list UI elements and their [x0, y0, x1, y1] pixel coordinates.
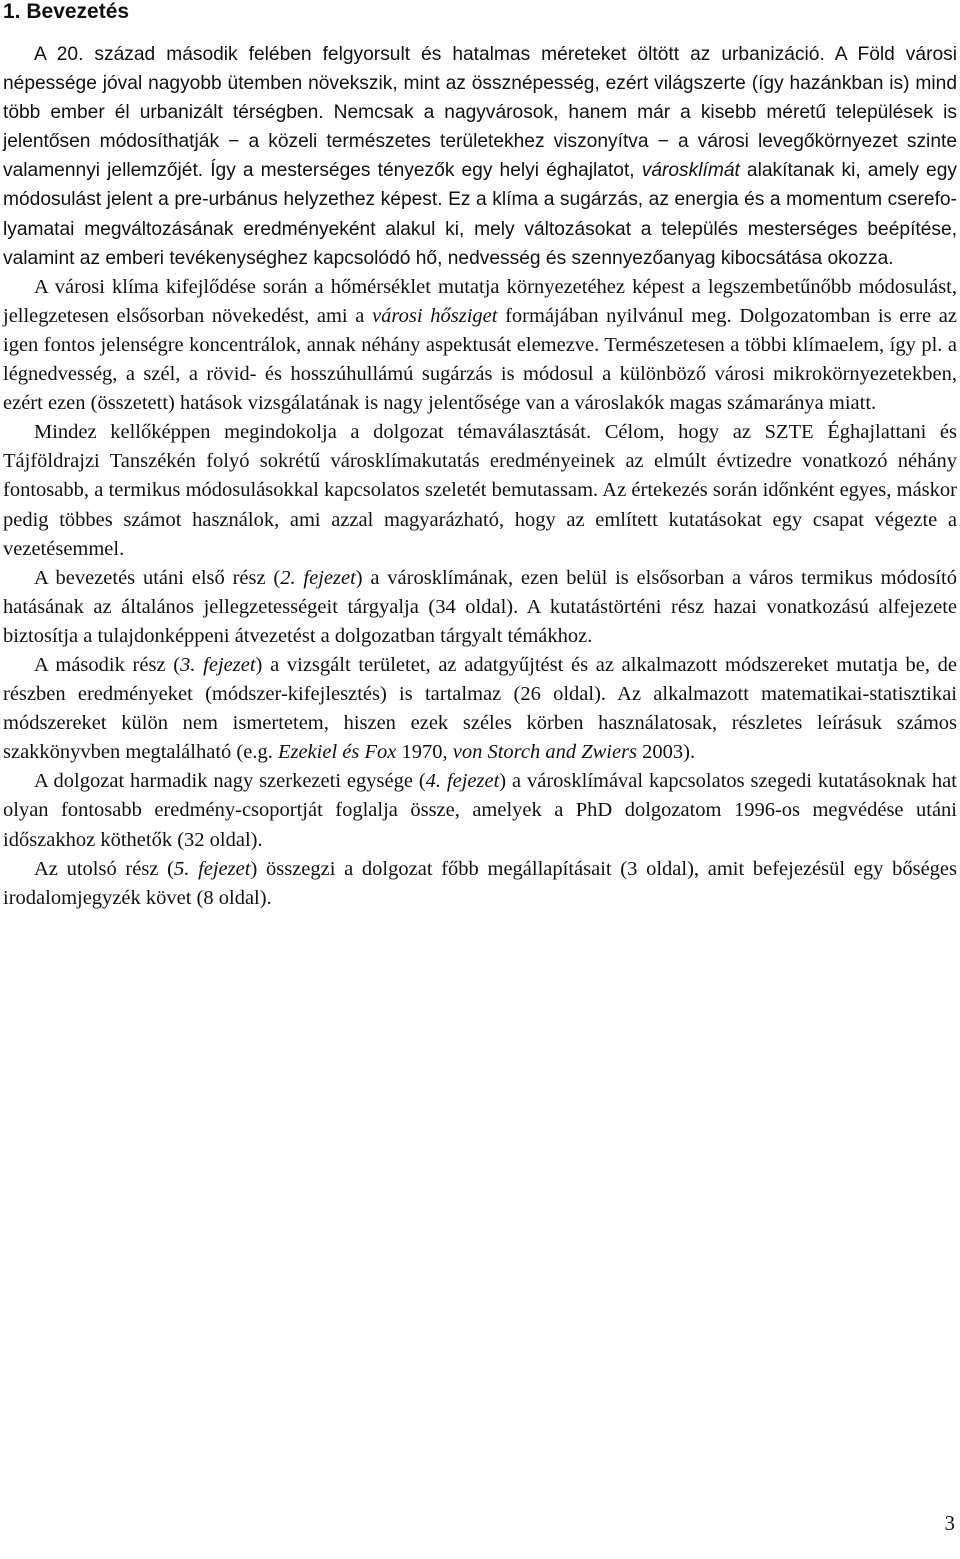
italic-run: városklímát	[641, 160, 740, 182]
paragraph-6	[3, 767, 957, 854]
text-run: A bevezetés utáni első rész (	[34, 566, 281, 589]
text-run: Az utolsó rész (	[34, 857, 174, 880]
paragraph-5	[3, 651, 957, 767]
italic-run: 2. fejezet	[280, 566, 356, 589]
paragraph-3	[3, 418, 957, 563]
text-run: 1970,	[396, 741, 453, 764]
text-run: A városi klíma kifejlődése során a hőmérséklet mutatja környezetéhez képest a legszembetűnőbb módosulást, jellegzetesen elsősorban növekedést, ami a	[3, 275, 957, 327]
text-run: ) a vizsgált területet, az adatgyűjtést és az alkalmazott módszereket mutatja be, de részben eredményeket (módszer-kifejlesztés) is tartalmaz (26 oldal). Az alkalmazott matematikai-statisztikai módszereket külön nem ismertetem, hiszen ezek széles körben használatosak, részletes leírásuk számos szakkönyvben megtalálható (e.g.	[3, 653, 957, 764]
paragraph-1	[3, 40, 957, 273]
text-run: A második rész (	[34, 653, 181, 676]
text-run: ) a városklímának, ezen belül is elsősorban a város termikus módosító hatásának az általános jellegzetességeit tárgyalja (34 oldal). A kutatástörténi rész hazai vonatkozású alfejezete biztosítja a tulajdonképpeni átvezetést a dolgozatban tárgyalt témákhoz.	[3, 566, 957, 647]
text-run: formájában nyilvánul meg. Dolgozatomban is erre az igen fontos jelenségre koncentrálok, annak néhány aspektusát elemezve. Természetesen a többi klímaelem, így pl. a légnedvesség, a szél, a rövid- és hosszúhullámú sugárzás is módosul a különböző városi mikrokörnyezetekben, ezért ezen (összetett) hatások vizsgálatának is nagy jelentősége van a városlakók magas számaránya miatt.	[3, 304, 957, 415]
section-heading: 1. Bevezetés	[3, 0, 130, 23]
text-run: ) a városklímával kapcsolatos szegedi kutatásoknak hat olyan fontosabb eredmény-csoportját foglalja össze, amelyek a PhD dolgozatom 1996-os megvédése utáni időszakhoz köthetők (32 oldal).	[3, 770, 957, 851]
text-run: Mindez kellőképpen megindokolja a dolgozat témaválasztását. Célom, hogy az SZTE Éghajlattani és Tájföldrajzi Tanszékén folyó sokrétű városklímakutatás eredményeinek az elmúlt évtizedre vonatkozó néhány fontosabb, a termikus módosulásokkal kapcsolatos szeletét bemutassam. Az értekezés során időnként egyes, máskor pedig többes számot használok, ami azzal magyarázható, hogy az említett kutatásokat egy csapat végezte a vezetésemmel.	[3, 421, 957, 560]
text-run: 2003).	[637, 741, 696, 764]
italic-run: 5. fejezet	[173, 857, 251, 880]
italic-run: von Storch and Zwiers	[452, 741, 638, 764]
italic-run: városi hősziget	[372, 304, 498, 327]
paragraph-2	[3, 273, 957, 418]
paragraph-4	[3, 564, 957, 651]
text-run: alakítanak ki, amely egy módosulást jelent a pre-urbánus helyzethez képest. Ez a klíma a sugárzás, az energia és a momentum cserefolyamatai megváltozásának eredményeként alakul ki, mely változásokat a település mesterséges beépítése, valamint az emberi tevékenységhez kapcsolódó hő, nedvesség és szennyezőanyag kibocsátása okozza.	[3, 160, 957, 269]
text-run: A 20. század második felében felgyorsult és hatalmas méreteket öltött az urbanizáció. A Föld városi népessége jóval nagyobb ütemben növekszik, mint az össznépesség, ezért világszerte (így hazánkban is) mind több ember él urbanizált térségben. Nemcsak a nagyvárosok, hanem már a kisebb méretű települések is jelentősen módosíthatják − a közeli természetes területekhez viszonyítva − a városi levegőkörnyezet szinte valamennyi jellemzőjét. Így a mesterséges tényezők egy helyi éghajlatot,	[3, 44, 957, 182]
text-run: A dolgozat harmadik nagy szerkezeti egysége (	[34, 770, 426, 793]
paragraph-7	[3, 855, 957, 913]
page-number: 3	[944, 1511, 955, 1535]
document-page	[3, 0, 957, 913]
italic-run: Ezekiel és Fox	[277, 741, 397, 764]
text-run: ) összegzi a dolgozat főbb megállapításait (3 oldal), amit befejezésül egy bőséges irodalomjegyzék követ (8 oldal).	[3, 857, 957, 909]
italic-run: 3. fejezet	[180, 653, 256, 676]
italic-run: 4. fejezet	[425, 770, 500, 793]
